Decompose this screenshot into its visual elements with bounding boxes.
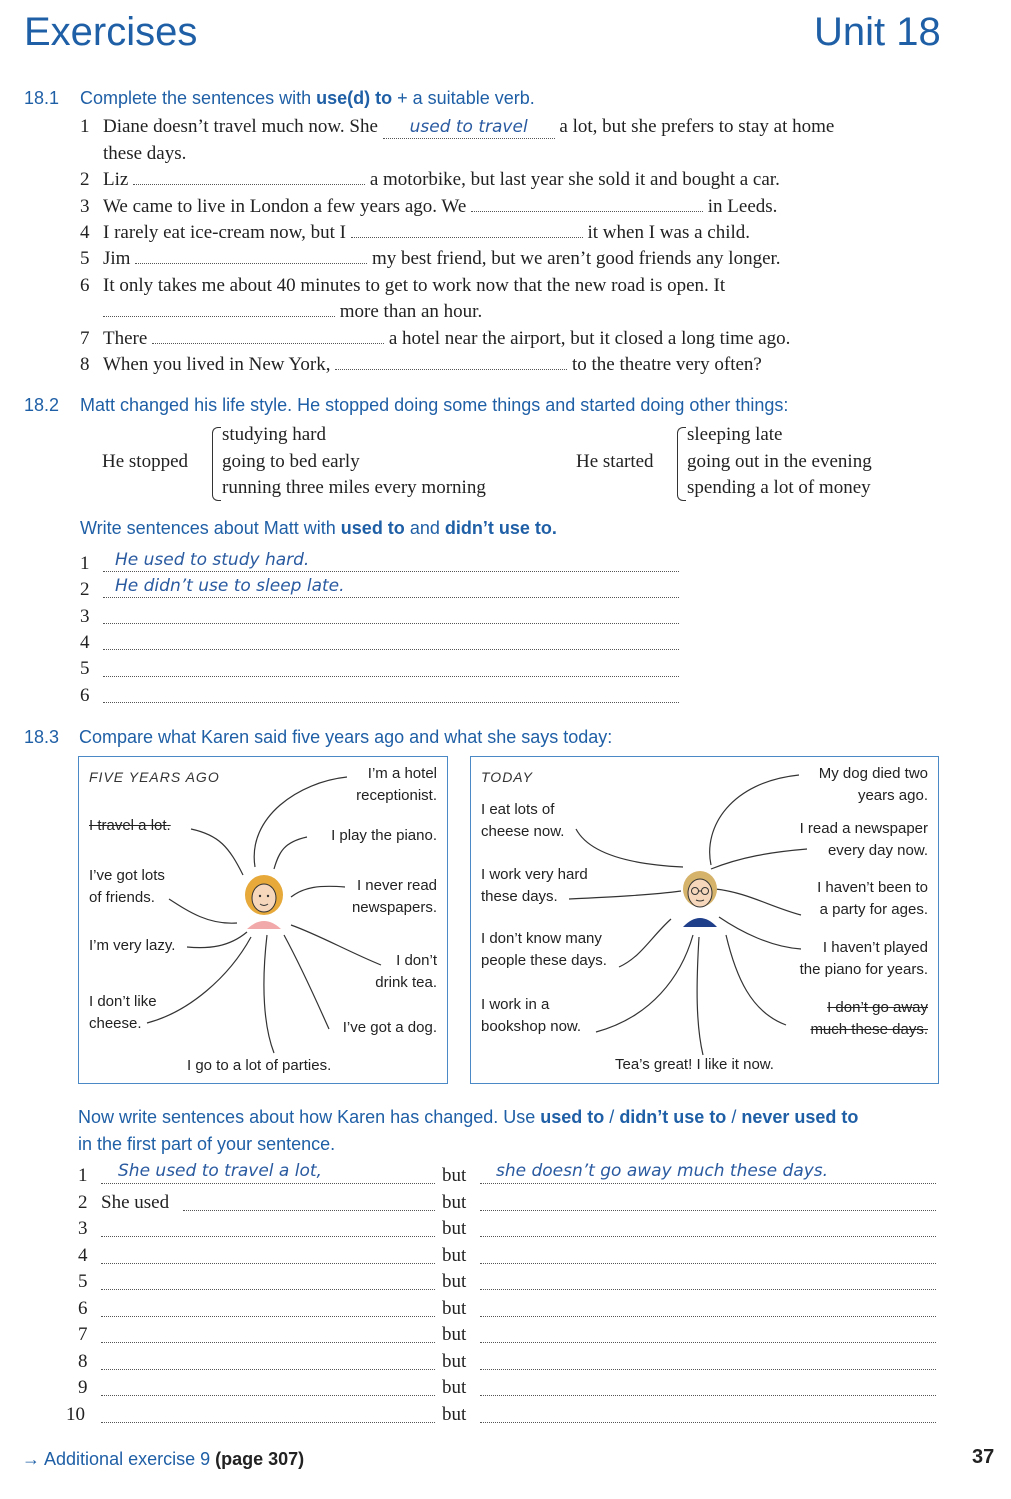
ex1-item-8: When you lived in New York, to the theatre very often?: [103, 354, 762, 375]
ex2-line-num: 6: [80, 685, 90, 706]
started-item: sleeping late: [687, 424, 783, 445]
answer-line-first[interactable]: [183, 1210, 435, 1211]
ex1-instruction: Complete the sentences with use(d) to + a suitable verb.: [80, 88, 535, 108]
ex3-write-instruction: Now write sentences about how Karen has changed. Use used to / didn’t use to / never used to in the first part of your sentence.: [78, 1107, 859, 1154]
ex2-line-num: 2: [80, 579, 90, 600]
ex1-item-6: It only takes me about 40 minutes to get to work now that the new road is open. It: [103, 275, 726, 296]
answer-line-first[interactable]: [101, 1422, 435, 1423]
but-label: but: [442, 1165, 467, 1186]
ex2-write-instruction: Write sentences about Matt with used to and didn’t use to.: [80, 518, 557, 538]
answer-line[interactable]: [103, 597, 679, 598]
five-years-ago-heading: FIVE YEARS AGO: [89, 769, 220, 785]
karen-today-avatar: [675, 867, 725, 929]
ex1-item-num: 2: [80, 169, 90, 190]
ex1-item-num: 4: [80, 222, 90, 243]
arrow-right-icon: →: [22, 1449, 40, 1469]
ex3-row-num: 3: [78, 1218, 88, 1239]
today-box: [470, 756, 939, 1084]
answer-line-second[interactable]: [480, 1183, 936, 1184]
but-label: but: [442, 1192, 467, 1213]
ex3-row-num: 2: [78, 1192, 88, 1213]
answer-field[interactable]: [133, 184, 365, 185]
ex3-answer-second: she doesn’t go away much these days.: [496, 1161, 829, 1181]
today-cheese: I eat lots of cheese now.: [481, 801, 565, 840]
ex1-item-num: 7: [80, 328, 90, 349]
ex3-row-num: 4: [78, 1245, 88, 1266]
ex3-instruction: Compare what Karen said five years ago and what she says today:: [79, 727, 613, 747]
answer-line[interactable]: [103, 623, 679, 624]
page-title: Exercises: [24, 10, 198, 54]
ex1-item-7: There a hotel near the airport, but it closed a long time ago.: [103, 328, 791, 349]
ex3-answer-first: She used: [101, 1192, 170, 1213]
today-bookshop: I work in a bookshop now.: [481, 996, 582, 1035]
today-people: I don’t know many people these days.: [481, 930, 607, 969]
past-piano: I play the piano.: [331, 827, 437, 844]
answer-line-first[interactable]: [101, 1236, 435, 1237]
answer-line-second[interactable]: [480, 1369, 936, 1370]
stopped-item: studying hard: [222, 424, 326, 445]
answer-line-second[interactable]: [480, 1210, 936, 1211]
ex3-row-num: 5: [78, 1271, 88, 1292]
today-away: I don’t go away much these days.: [810, 999, 928, 1038]
stopped-label: He stopped: [102, 451, 189, 472]
answer-line-first[interactable]: [101, 1369, 435, 1370]
today-heading: TODAY: [481, 769, 533, 785]
past-parties: I go to a lot of parties.: [187, 1057, 332, 1074]
today-party: I haven’t been to a party for ages.: [817, 879, 928, 918]
answer-line-first[interactable]: [101, 1263, 435, 1264]
answer-field[interactable]: [471, 211, 703, 212]
ex2-line-num: 3: [80, 606, 90, 627]
ex2-answer-2: He didn’t use to sleep late.: [115, 576, 345, 596]
past-travel: I travel a lot.: [89, 817, 171, 834]
answer-line-second[interactable]: [480, 1263, 936, 1264]
ex2-answer-1: He used to study hard.: [115, 550, 310, 570]
answer-line[interactable]: [103, 649, 679, 650]
ex1-item-num: 3: [80, 196, 90, 217]
ex3-row-num: 9: [78, 1377, 88, 1398]
answer-line-first[interactable]: [101, 1183, 435, 1184]
answer-line-second[interactable]: [480, 1395, 936, 1396]
answer-field[interactable]: [135, 263, 367, 264]
ex1-item-3: We came to live in London a few years ago. We in Leeds.: [103, 196, 778, 217]
started-label: He started: [576, 451, 654, 472]
ex2-line-num: 5: [80, 658, 90, 679]
but-label: but: [442, 1271, 467, 1292]
answer-line-second[interactable]: [480, 1236, 936, 1237]
answer-line-second[interactable]: [480, 1422, 936, 1423]
additional-exercise-link[interactable]: → Additional exercise 9 (page 307): [22, 1449, 305, 1469]
ex2-instruction: Matt changed his life style. He stopped doing some things and started doing other things:: [80, 395, 789, 415]
ex2-line-num: 1: [80, 553, 90, 574]
past-hotel: I’m a hotel receptionist.: [356, 765, 437, 804]
brace-started: [677, 427, 686, 501]
answer-line-second[interactable]: [480, 1289, 936, 1290]
ex1-item-2: Liz a motorbike, but last year she sold it and bought a car.: [103, 169, 780, 190]
but-label: but: [442, 1377, 467, 1398]
ex3-row-num: 6: [78, 1298, 88, 1319]
answer-field[interactable]: used to travel: [383, 116, 555, 139]
past-friends: I’ve got lots of friends.: [89, 867, 165, 906]
ex1-item: 1: [80, 116, 90, 137]
but-label: but: [442, 1404, 467, 1425]
ex1-item-num: 5: [80, 248, 90, 269]
page-number: 37: [972, 1446, 995, 1468]
answer-line[interactable]: [103, 571, 679, 572]
ex1-item-1: Diane doesn’t travel much now. She used to travel a lot, but she prefers to stay at home: [103, 116, 835, 137]
brace-stopped: [212, 427, 221, 501]
karen-past-avatar: [239, 871, 289, 931]
but-label: but: [442, 1351, 467, 1372]
stopped-item: going to bed early: [222, 451, 360, 472]
ex1-item-5: Jim my best friend, but we aren’t good friends any longer.: [103, 248, 781, 269]
stopped-item: running three miles every morning: [222, 477, 486, 498]
today-work: I work very hard these days.: [481, 866, 588, 905]
ex1-number: 18.1: [24, 88, 60, 108]
answer-line-first[interactable]: [101, 1289, 435, 1290]
ex1-item-4: I rarely eat ice-cream now, but I it when I was a child.: [103, 222, 751, 243]
answer-line-second[interactable]: [480, 1316, 936, 1317]
but-label: but: [442, 1324, 467, 1345]
answer-line-first[interactable]: [101, 1395, 435, 1396]
but-label: but: [442, 1298, 467, 1319]
ex3-answer-first: She used to travel a lot,: [118, 1161, 322, 1181]
ex3-row-num: 1: [78, 1165, 88, 1186]
past-dog: I’ve got a dog.: [342, 1019, 437, 1036]
answer-line[interactable]: [103, 676, 679, 677]
today-piano: I haven’t played the piano for years.: [799, 939, 928, 978]
answer-field[interactable]: [103, 316, 335, 317]
ex3-number: 18.3: [24, 727, 60, 747]
past-newspapers: I never read newspapers.: [351, 877, 437, 916]
answer-line-first[interactable]: [101, 1342, 435, 1343]
ex1-item-num: 6: [80, 275, 90, 296]
past-cheese: I don’t like cheese.: [89, 993, 157, 1032]
ex1-item-6-cont: more than an hour.: [103, 301, 482, 323]
ex1-item-num: 8: [80, 354, 90, 375]
but-label: but: [442, 1245, 467, 1266]
ex3-row-num: 7: [78, 1324, 88, 1345]
today-newspaper: I read a newspaper every day now.: [799, 820, 928, 859]
started-item: spending a lot of money: [687, 477, 871, 498]
answer-line[interactable]: [103, 702, 679, 703]
ex3-row-num: 10: [66, 1404, 85, 1425]
unit-label: Unit 18: [814, 10, 941, 54]
answer-field[interactable]: [351, 237, 583, 238]
started-item: going out in the evening: [687, 451, 872, 472]
ex2-number: 18.2: [24, 395, 60, 415]
ex1-item-1-cont: these days.: [103, 143, 187, 164]
answer-line-second[interactable]: [480, 1342, 936, 1343]
ex3-row-num: 8: [78, 1351, 88, 1372]
answer-field[interactable]: [335, 369, 567, 370]
past-tea: I don’t drink tea.: [375, 952, 437, 991]
five-years-ago-box: [78, 756, 448, 1084]
answer-line-first[interactable]: [101, 1316, 435, 1317]
past-lazy: I’m very lazy.: [89, 937, 176, 954]
today-tea: Tea’s great! I like it now.: [615, 1056, 774, 1073]
answer-field[interactable]: [152, 343, 384, 344]
ex2-line-num: 4: [80, 632, 90, 653]
today-dog: My dog died two years ago.: [818, 765, 928, 804]
but-label: but: [442, 1218, 467, 1239]
